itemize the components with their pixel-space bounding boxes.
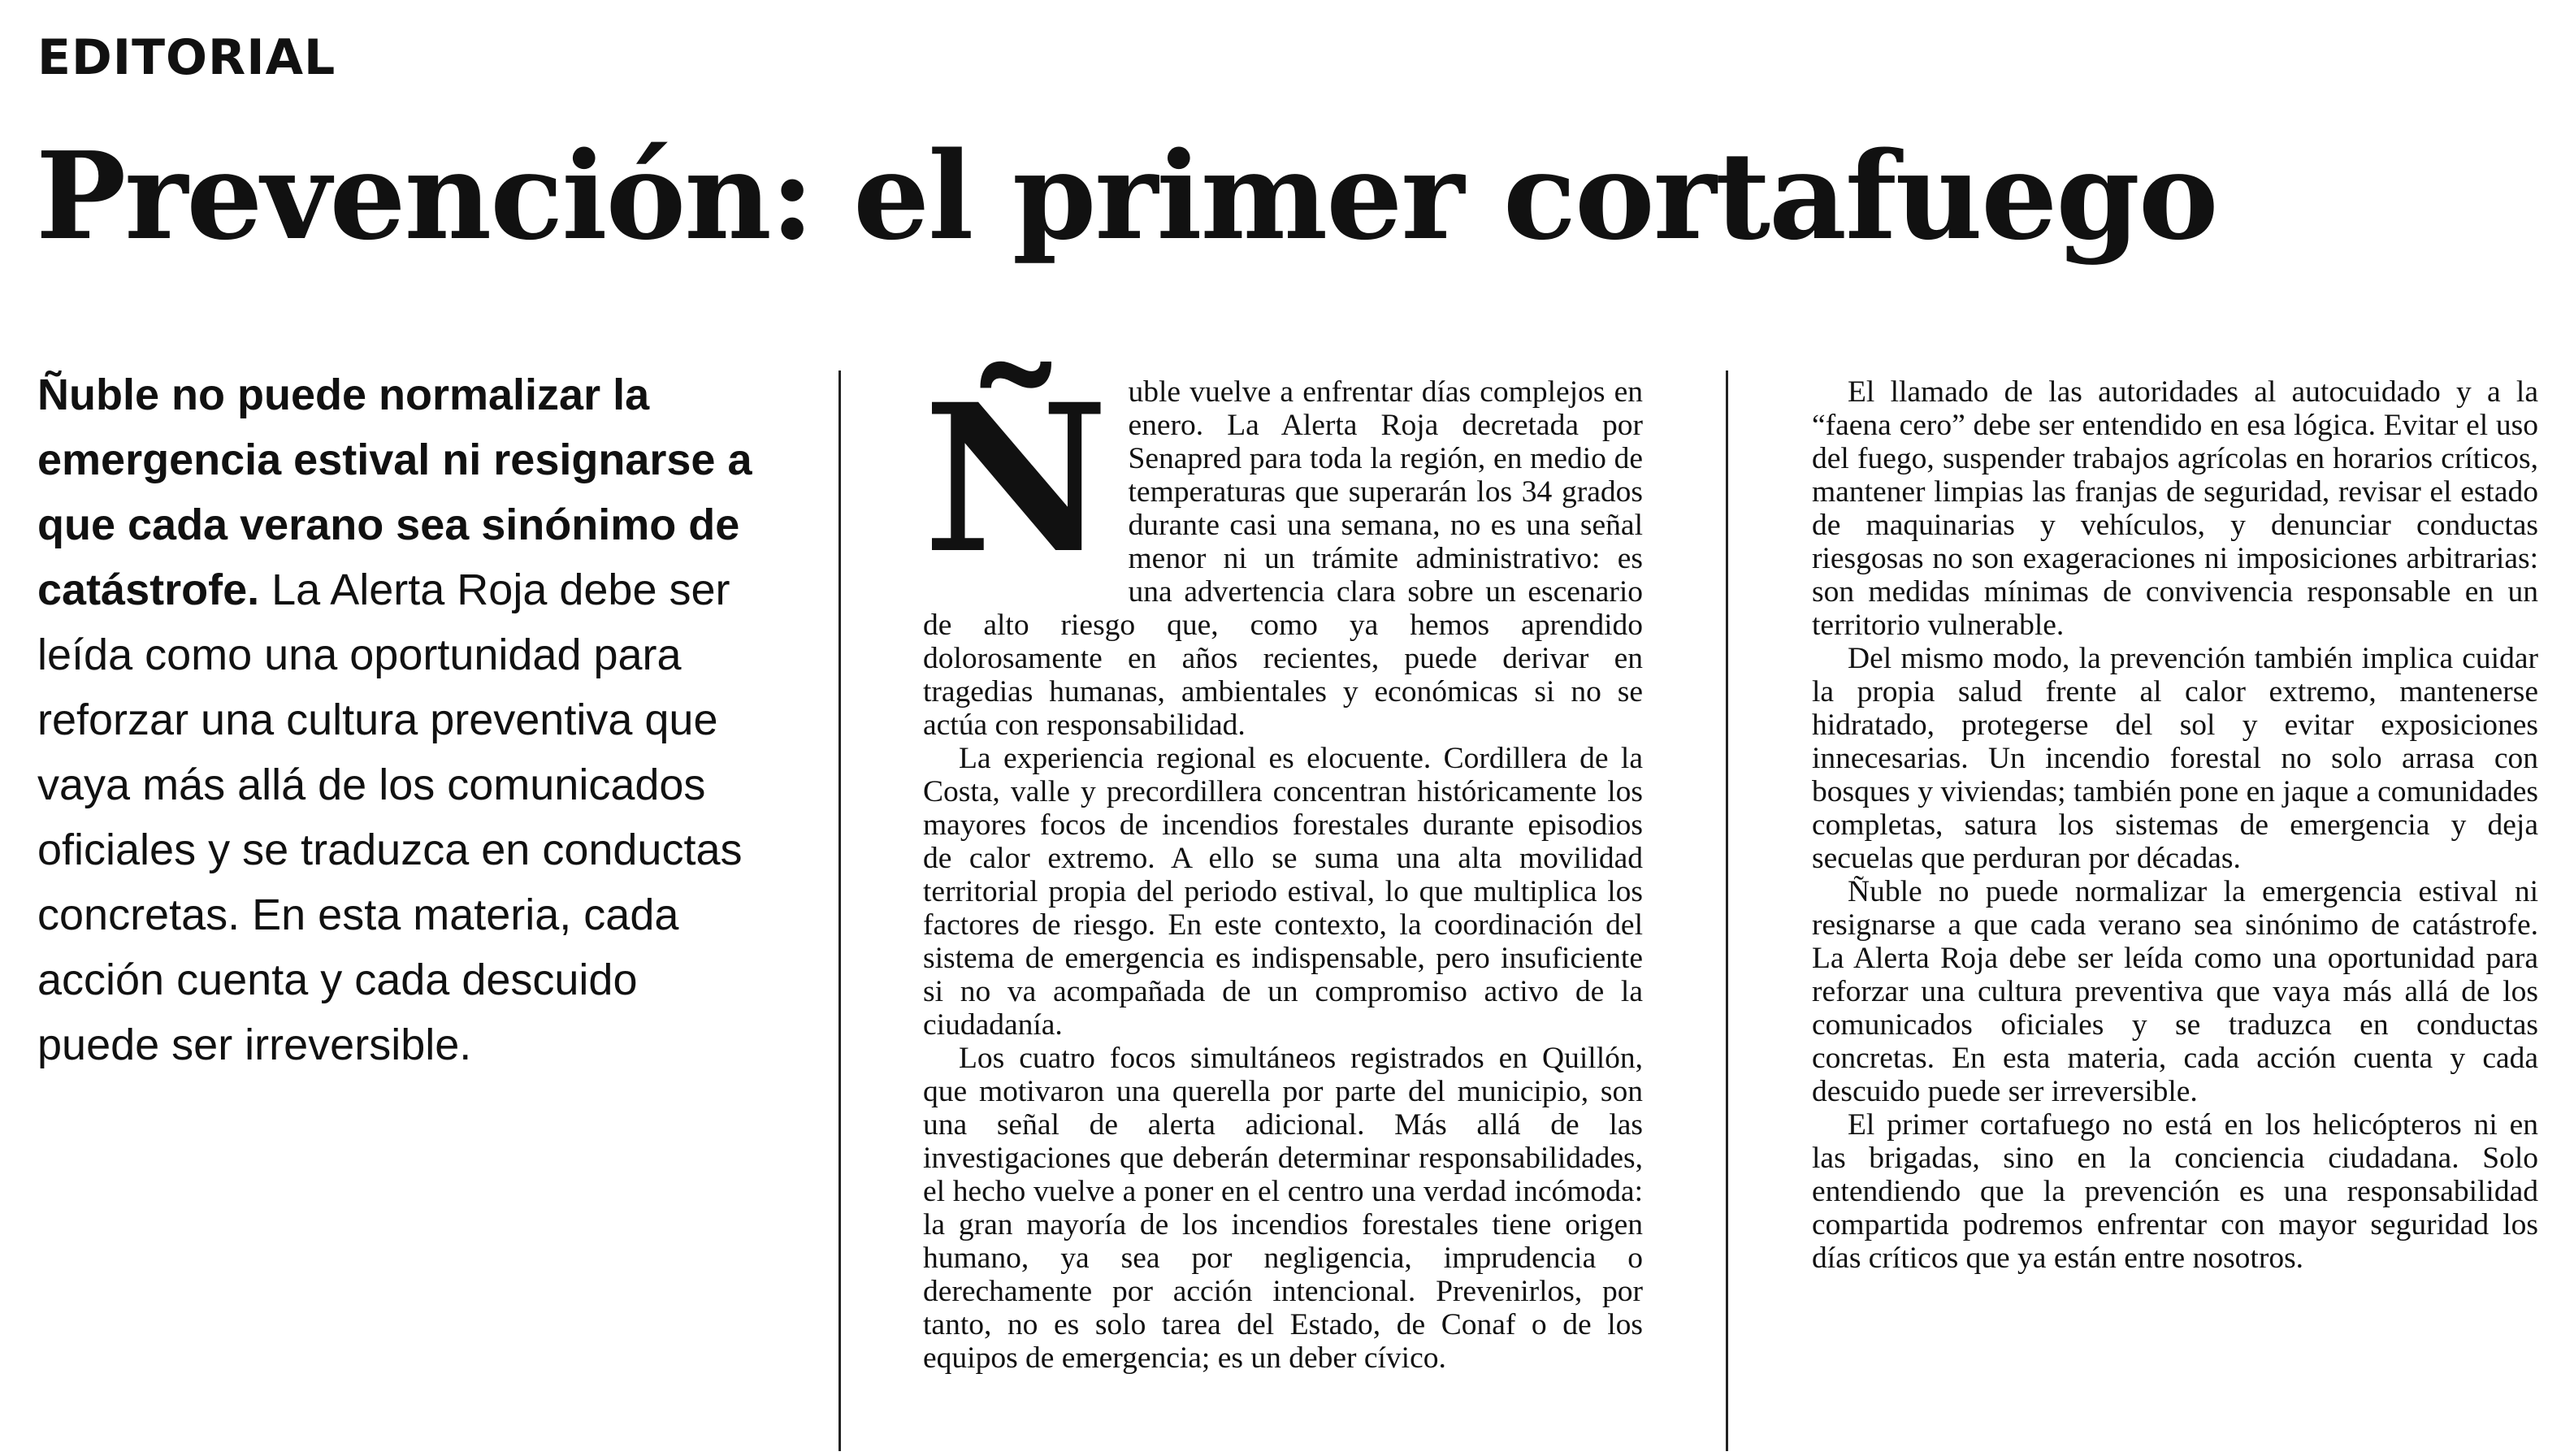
- body-column-1: [923, 359, 1643, 1375]
- section-label: EDITORIAL: [37, 29, 336, 86]
- column-divider: [1726, 370, 1728, 1451]
- body-paragraph: Los cuatro focos simultáneos registrados en Quillón, que motivaron una querella por parte del municipio, son una señal de alerta adicional. Más allá de las investigaciones que deberán determinar responsabilidades, el hecho vuelve a poner en el centro una verdad incómoda: la gran mayoría de los incendios forestales tiene origen humano, ya sea por negligencia, imprudencia o derechamente por acción intencional. Prevenirlos, por tanto, no es solo tarea del Estado, de Conaf o de los equipos de emergencia; es un deber cívico.: [923, 1042, 1643, 1375]
- body-paragraph-text: uble vuelve a enfrentar días complejos en enero. La Alerta Roja decretada por Senapred para toda la región, en medio de temperaturas que superarán los 34 grados durante casi una semana, no es una señal menor ni un trámite administrativo: es una advertencia clara sobre un escenario de alto riesgo que, como ya hemos aprendido dolorosamente en años recientes, puede derivar en tragedias humanas, ambientales y económicas si no se actúa con responsabilidad.: [923, 375, 1643, 742]
- column-divider: [838, 370, 841, 1451]
- body-paragraph: Del mismo modo, la prevención también implica cuidar la propia salud frente al calor extremo, mantenerse hidratado, protegerse del sol y evitar exposiciones innecesarias. Un incendio forestal no solo arrasa con bosques y viviendas; también pone en jaque a comunidades completas, satura los sistemas de emergencia y deja secuelas que perduran por décadas.: [1812, 642, 2538, 875]
- body-paragraph: El llamado de las autoridades al autocuidado y a la “faena cero” debe ser entendido en esa lógica. Evitar el uso del fuego, suspender trabajos agrícolas en horarios críticos, mantener limpias las franjas de seguridad, revisar el estado de maquinarias y vehículos, y denunciar conductas riesgosas no son exageraciones ni imposiciones arbitrarias: son medidas mínimas de convivencia responsable en un territorio vulnerable.: [1812, 375, 2538, 642]
- drop-cap: Ñ: [923, 359, 1109, 598]
- body-paragraph: [923, 359, 1643, 742]
- lead-regular-text: La Alerta Roja debe ser leída como una oportunidad para reforzar una cultura preventiva que vaya más allá de los comunicados oficiales y se traduzca en conductas concretas. En esta materia, cada acción cuenta y cada descuido puede ser irreversible.: [37, 566, 743, 1069]
- body-paragraph: Ñuble no puede normalizar la emergencia estival ni resignarse a que cada verano sea sinónimo de catástrofe. La Alerta Roja debe ser leída como una oportunidad para reforzar una cultura preventiva que vaya más allá de los comunicados oficiales y se traduzca en conductas concretas. En esta materia, cada acción cuenta y cada descuido puede ser irreversible.: [1812, 875, 2538, 1108]
- lead-paragraph: [37, 362, 752, 1077]
- body-paragraph: El primer cortafuego no está en los helicópteros ni en las brigadas, sino en la conciencia ciudadana. Solo entendiendo que la prevención es una responsabilidad compartida podremos enfrentar con mayor seguridad los días críticos que ya están entre nosotros.: [1812, 1108, 2538, 1275]
- headline: Prevención: el primer cortafuego: [36, 125, 2217, 266]
- lead-bold-text: Ñuble no puede normalizar la emergencia estival ni resignarse a que cada verano sea sinónimo de catástrofe.: [37, 370, 752, 614]
- body-paragraph: La experiencia regional es elocuente. Cordillera de la Costa, valle y precordillera concentran históricamente los mayores focos de incendios forestales durante episodios de calor extremo. A ello se suma una alta movilidad territorial propia del periodo estival, lo que multiplica los factores de riesgo. En este contexto, la coordinación del sistema de emergencia es indispensable, pero insuficiente si no va acompañada de un compromiso activo de la ciudadanía.: [923, 742, 1643, 1042]
- body-column-2: [1812, 375, 2538, 1275]
